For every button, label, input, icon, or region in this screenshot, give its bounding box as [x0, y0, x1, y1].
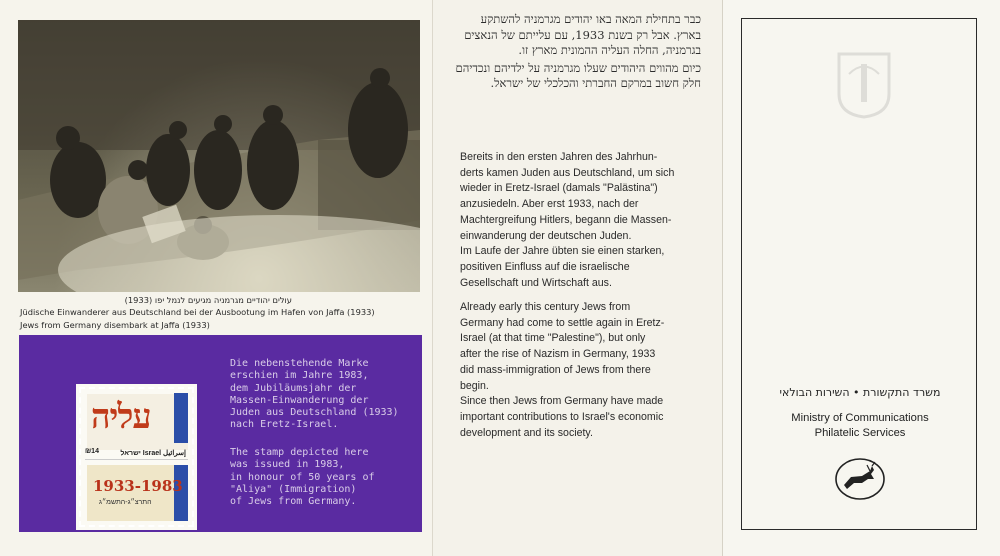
aliya-stamp	[79, 387, 194, 527]
stamp-info-box	[19, 335, 422, 532]
english-text-block: Already early this century Jews from Germany had come to settle again in Eretz- Israel (at that time "Palestine"), but only after the rise of Nazism in Germany, 1933 did mass-immigration of Jews from there begin. Since then Jews from Germany have made important contributions to Israel's economic development and its society.	[460, 301, 665, 439]
stamp-hebrew-word: עליה	[91, 397, 151, 437]
stamp-description-english: The stamp depicted here was issued in 1983, in honour of 50 years of "Aliya" (Immigration) of Jews from Germany.	[230, 447, 375, 508]
ministry-name-hebrew: משרד התקשורת • השירות הבולאי	[779, 386, 941, 399]
stamp-description-german: Die nebenstehende Marke erschien im Jahre 1983, dem Jubiläumsjahr der Massen-Einwanderung der Juden aus Deutschland (1933) nach Eretz-Israel.	[230, 358, 399, 431]
stamp-tab-hebrew-date: התרצ״ג-התשמ״ג	[99, 499, 152, 506]
hebrew-paragraph-2: כיום מהווים היהודים שעלו מגרמניה על ילדיהם ונכדיהם חלק חשוב במרקם החברתי והכלכלי של ישראל.	[455, 60, 701, 91]
middle-panel	[432, 0, 722, 556]
stamp-perforation-line	[85, 459, 188, 460]
right-panel	[722, 0, 1000, 556]
historical-photo	[18, 20, 420, 292]
cover-frame	[741, 18, 977, 530]
philatelic-services-label: Philatelic Services	[814, 427, 906, 439]
stamp-side-stripe	[174, 393, 188, 443]
photo-caption-english: Jews from Germany disembark at Jaffa (1933)	[20, 320, 210, 330]
photo-caption-hebrew: עולים יהודיים מגרמניה מגיעים לנמל יפו (1933)	[124, 295, 292, 305]
ministry-name-english: Ministry of Communications	[791, 412, 929, 424]
stamp-tab-years: 1933-1983	[93, 477, 183, 495]
stamp-value: ₪14	[85, 448, 99, 455]
left-panel	[0, 0, 432, 556]
stamp-country: ישראל Israel إسرائيل	[120, 450, 186, 457]
german-text-block: Bereits in den ersten Jahren des Jahrhun- derts kamen Juden aus Deutschland, um sich wieder in Eretz-Israel (damals "Palästina") anzusiedeln. Aber erst 1933, nach der Machtergreifung Hitlers, begann die Massen- einwanderung der deutschen Juden. Im Laufe der Jahre übten sie einen starken, positiven Einfluss auf die israelische Gesellschaft und Wirtschaft aus.	[460, 151, 675, 289]
hebrew-paragraph-1: כבר בתחילת המאה באו יהודים מגרמניה להשתקע בארץ. אבל רק בשנת 1933, עם עלייתם של הנאצים בגרמניה, החלה העליה ההמונית מארץ זו.	[464, 12, 701, 58]
boat-scene-image	[18, 20, 420, 292]
hebrew-text-block	[451, 12, 701, 94]
photo-caption-german: Jüdische Einwanderer aus Deutschland bei der Ausbootung im Hafen von Jaffa (1933)	[20, 307, 375, 317]
leaping-deer-icon	[834, 457, 886, 501]
state-emblem-icon	[834, 49, 894, 119]
